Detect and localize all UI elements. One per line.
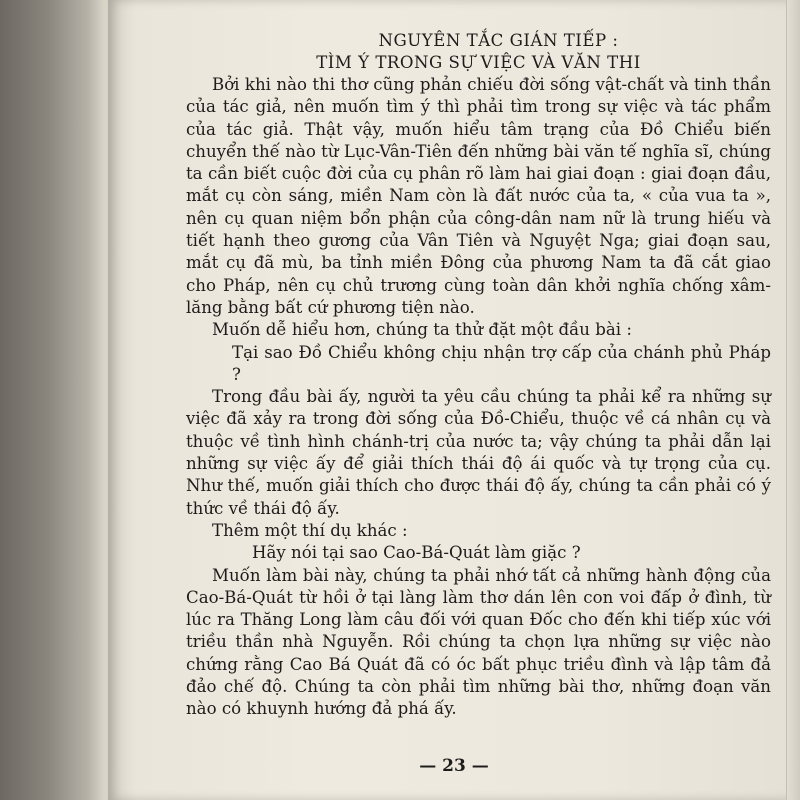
paragraph-4: Thêm một thí dụ khác : bbox=[212, 520, 408, 540]
book-page bbox=[108, 0, 800, 800]
heading-line-2: TÌM Ý TRONG SỰ VIỆC VÀ VĂN THI bbox=[316, 53, 641, 72]
heading-line-1: NGUYÊN TẮC GIÁN TIẾP : bbox=[378, 31, 619, 50]
paragraph-5: Muốn làm bài này, chúng ta phải nhớ tất cả những hành động của Cao-Bá-Quát từ hồi ở tại làng làm thơ dán lên con voi đấp ở đình, từ lúc ra Thăng Long làm câu đối với quan Đốc cho đến khi tiếp xúc với triều thần nhà Nguyễn. Rồi chúng ta chọn lựa những sự việc nào chứng rằng Cao Bá Quát đã có óc bất phục triều đình và lập tâm đả đảo chế độ. Chúng ta còn phải tìm những bài thơ, những đoạn văn nào có khuynh hướng đả phá ấy. bbox=[186, 565, 771, 719]
example-question-2: Hãy nói tại sao Cao-Bá-Quát làm giặc ? bbox=[252, 543, 581, 563]
page-number: — 23 — bbox=[419, 756, 489, 776]
paragraph-2: Muốn dễ hiểu hơn, chúng ta thử đặt một đầu bài : bbox=[212, 320, 632, 340]
paragraph-3: Trong đầu bài ấy, người ta yêu cầu chúng ta phải kể ra những sự việc đã xảy ra trong đời sống của Đồ-Chiểu, thuộc về cá nhân cụ và thuộc về tình hình chánh-trị của nước ta; vậy chúng ta phải dẫn lại những sự việc ấy để giải thích thái độ ái quốc và tự trọng của cụ. Như thế, muốn giải thích cho được thái độ ấy, chúng ta cần phải có ý thức về thái độ ấy. bbox=[186, 387, 771, 518]
paragraph-1: Bởi khi nào thi thơ cũng phản chiếu đời sống vật-chất và tinh thần của tác giả, nên muốn tìm ý thì phải tìm trong sự việc và tác phẩm của tác giả. Thật vậy, muốn hiểu tâm trạng của Đồ Chiểu biến chuyển thế nào từ Lục-Vân-Tiên đến những bài văn tế nghĩa sĩ, chúng ta cần biết cuộc đời của cụ phân rõ làm hai giai đoạn : giai đoạn đầu, mắt cụ còn sáng, miền Nam còn là đất nước của ta, « của vua ta », nên cụ quan niệm bổn phận của công-dân nam nữ là trung hiếu và tiết hạnh theo gương của Vân Tiên và Nguyệt Nga; giai đoạn sau, mắt cụ đã mù, ba tỉnh miền Đông của phương Nam ta đã cắt giao cho Pháp, nên cụ chủ trương cùng toàn dân khởi nghĩa chống xâm-lăng bằng bất cứ phương tiện nào. bbox=[186, 75, 771, 317]
page-edge bbox=[786, 0, 800, 800]
page-text bbox=[186, 30, 771, 721]
example-question-1: Tại sao Đồ Chiểu không chịu nhận trợ cấp của chánh phủ Pháp ? bbox=[232, 342, 771, 384]
